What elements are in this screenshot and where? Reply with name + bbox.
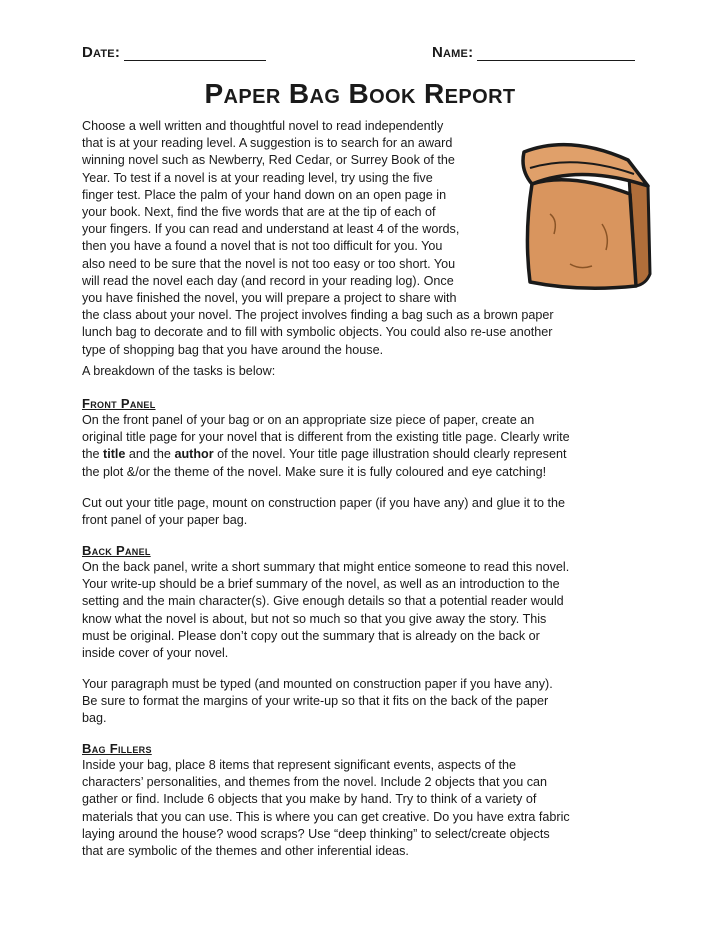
bag-fillers-paragraph — [82, 757, 642, 860]
text-line: gather or find. Include 6 objects that you make by hand. Try to think of a variety of — [82, 792, 537, 807]
text-line: bag. — [82, 711, 107, 726]
text-line: original title page for your novel that is different from the existing title page. Clearly write — [82, 430, 570, 445]
text-line: the title and the author of the novel. Your title page illustration should clearly represent — [82, 447, 567, 462]
text-line: materials that you can use. This is where you can get creative. Do you have extra fabric — [82, 809, 570, 824]
intro-line: finger test. Place the palm of your hand down on an open page in — [82, 187, 447, 202]
text-line: that are symbolic of the themes and other inferential ideas. — [82, 844, 409, 859]
bold-author-word: author — [174, 447, 214, 462]
date-label: Date: — [82, 44, 121, 61]
back-panel-paragraph-1 — [82, 559, 642, 662]
intro-line: then you have a found a novel that is not too difficult for you. You — [82, 239, 443, 254]
text-line: On the front panel of your bag or on an appropriate size piece of paper, create an — [82, 413, 535, 427]
text-line: Be sure to format the margins of your write-up so that it fits on the back of the paper — [82, 694, 549, 709]
front-panel-heading: Front Panel — [82, 396, 156, 411]
text-line: Your write-up should be a brief summary of the novel, as well as an introduction to the — [82, 577, 560, 592]
back-panel-heading: Back Panel — [82, 543, 151, 558]
date-field[interactable] — [82, 44, 266, 61]
name-label: Name: — [432, 44, 474, 61]
bag-fillers-heading: Bag Fillers — [82, 741, 152, 756]
intro-line: the class about your novel. The project involves finding a bag such as a brown paper — [82, 308, 554, 323]
text-line: On the back panel, write a short summary that might entice someone to read this novel. — [82, 560, 570, 574]
intro-line: will read the novel each day (and record in your reading log). Once — [82, 273, 454, 288]
intro-line: that is at your reading level. A suggestion is to search for an award — [82, 136, 453, 151]
intro-line: your fingers. If you can read and understand at least 4 of the words, — [82, 222, 460, 237]
text-line: laying around the house? wood scraps? Use “deep thinking” to select/create objects — [82, 826, 550, 841]
back-panel-paragraph-2 — [82, 676, 642, 728]
text-line: Your paragraph must be typed (and mounted on construction paper if you have any). — [82, 677, 553, 691]
text-line: the plot &/or the theme of the novel. Make sure it is fully coloured and eye catching! — [82, 464, 547, 479]
intro-line: also need to be sure that the novel is not too easy or too short. You — [82, 256, 456, 271]
intro-line: type of shopping bag that you have around the house. — [82, 342, 384, 357]
intro-line: your book. Next, find the five words that are at the tip of each of — [82, 205, 436, 220]
header-fields — [82, 44, 642, 70]
date-blank-line — [124, 44, 266, 61]
name-blank-line — [477, 44, 635, 61]
text-line: must be original. Please don’t copy out the summary that is already on the back or — [82, 628, 540, 643]
text-line: characters’ personalities, and themes from the novel. Include 2 objects that you can — [82, 775, 548, 790]
text-line: front panel of your paper bag. — [82, 513, 248, 528]
name-field[interactable] — [432, 44, 635, 61]
bold-title-word: title — [103, 447, 126, 462]
intro-line: you have finished the novel, you will prepare a project to share with — [82, 291, 457, 306]
front-panel-paragraph-1 — [82, 412, 642, 481]
text-line: know what the novel is about, but not so much so that you give away the story. This — [82, 611, 547, 626]
text-line: Inside your bag, place 8 items that represent significant events, aspects of the — [82, 758, 517, 772]
intro-paragraph — [82, 118, 554, 359]
text-line: setting and the main character(s). Give enough details so that a potential reader would — [82, 594, 564, 609]
page-title: Paper Bag Book Report — [204, 78, 516, 109]
intro-line: lunch bag to decorate and to fill with symbolic objects. You could also re-use another — [82, 325, 553, 340]
intro-line: Year. To test if a novel is at your reading level, try using the five — [82, 170, 433, 185]
breakdown-intro: A breakdown of the tasks is below: — [82, 364, 276, 378]
text-line: Cut out your title page, mount on construction paper (if you have any) and glue it to the — [82, 496, 566, 510]
text-line: inside cover of your novel. — [82, 646, 229, 661]
intro-line: Choose a well written and thoughtful novel to read independently — [82, 119, 444, 133]
intro-line: winning novel such as Newberry, Red Cedar, or Surrey Book of the — [82, 153, 455, 168]
front-panel-paragraph-2 — [82, 495, 642, 529]
